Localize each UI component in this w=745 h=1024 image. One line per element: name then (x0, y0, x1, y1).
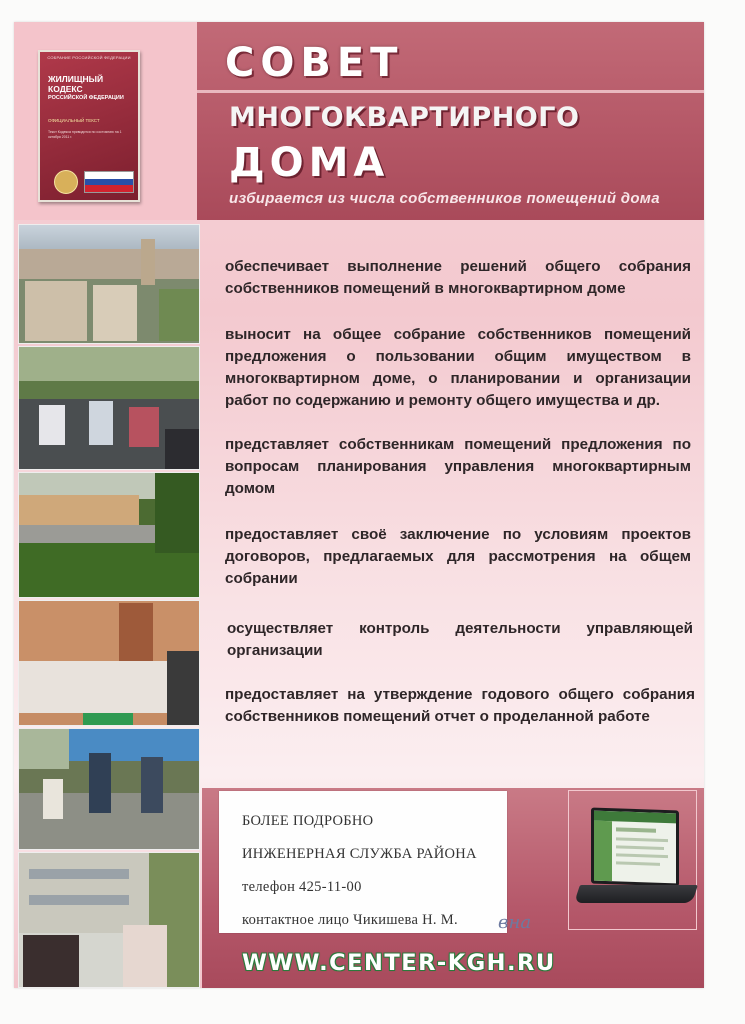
handwritten-signature: вна (498, 912, 532, 933)
header-subtitle: избирается из числа собственников помещений дома (229, 190, 660, 207)
duty-item-5: осуществляет контроль деятельности управляющей организации (227, 620, 693, 659)
book-panel (14, 22, 197, 220)
header-band (197, 22, 704, 220)
book-note: Текст Кодекса приводится по состоянию на 1 октября 2011 г. (48, 130, 122, 139)
duty-item-2: выносит на общее собрание собственников помещений предложения о пользовании общим имуществом в многоквартирном доме, о планировании и организации работ по содержанию и ремонту общего имущества и др. (225, 326, 691, 409)
photo-courtyard (18, 472, 200, 598)
photo-workers (18, 728, 200, 850)
duty-item-3: представляет собственникам помещений предложения по вопросам планирования управления многоквартирным домом (225, 436, 691, 497)
book-title-line2: КОДЕКС (48, 84, 83, 94)
contact-service: ИНЖЕНЕРНАЯ СЛУЖБА РАЙОНА (242, 846, 477, 862)
title-line1: СОВЕТ (225, 40, 404, 86)
book-title (48, 74, 134, 102)
poster (14, 22, 704, 988)
contact-person: контактное лицо Чикишева Н. М. (242, 912, 458, 928)
book-title-line3: РОССИЙСКОЙ ФЕДЕРАЦИИ (48, 95, 124, 101)
book-title-line1: ЖИЛИЩНЫЙ (48, 74, 104, 84)
russian-flag-icon (84, 171, 134, 193)
emblem-icon (54, 170, 78, 194)
duty-item-6: предоставляет на утверждение годового общего собрания собственников помещений отчет о проделанной работе (225, 686, 695, 725)
contact-band (202, 788, 704, 988)
photo-residents-meeting (18, 346, 200, 470)
title-line3: ДОМА (229, 140, 390, 186)
photo-residents (18, 852, 200, 988)
duty-item-4: предоставляет своё заключение по условиям проектов договоров, предлагаемых для рассмотрения на общем собрании (225, 526, 691, 587)
duty-item-1: обеспечивает выполнение решений общего собрания собственников помещений в многоквартирном доме (225, 258, 691, 297)
contact-card (219, 791, 507, 933)
laptop-keyboard (574, 885, 698, 903)
book-publisher: СОБРАНИЕ РОССИЙСКОЙ ФЕДЕРАЦИИ (47, 55, 131, 60)
photo-city-view (18, 224, 200, 344)
book-subtitle: ОФИЦИАЛЬНЫЙ ТЕКСТ (48, 118, 100, 123)
housing-code-book (38, 50, 140, 202)
laptop-image (568, 790, 697, 930)
title-line2: МНОГОКВАРТИРНОГО (229, 102, 580, 133)
laptop-screen (591, 807, 679, 886)
photo-entrance (18, 600, 200, 726)
website-url[interactable]: WWW.CENTER-KGH.RU (242, 950, 556, 976)
header-divider (197, 90, 704, 93)
contact-more-info: БОЛЕЕ ПОДРОБНО (242, 813, 374, 829)
contact-phone: телефон 425-11-00 (242, 879, 362, 895)
